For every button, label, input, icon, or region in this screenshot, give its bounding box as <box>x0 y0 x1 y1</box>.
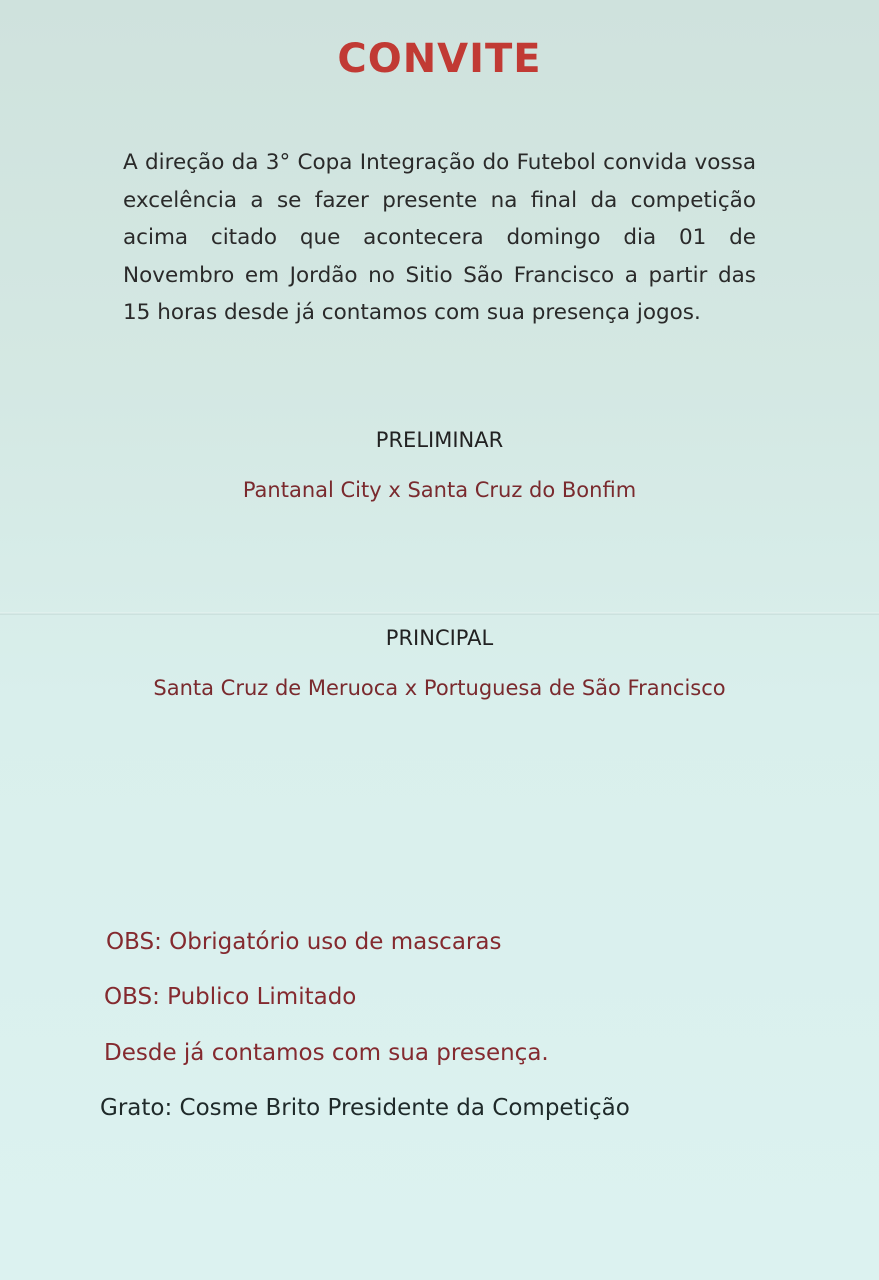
principal-heading: PRINCIPAL <box>385 626 494 650</box>
note-limited-public: OBS: Publico Limitado <box>104 984 357 1010</box>
preliminar-heading: PRELIMINAR <box>375 428 504 452</box>
note-presence: Desde já contamos com sua presença. <box>104 1040 549 1066</box>
invitation-title: CONVITE <box>337 36 542 82</box>
signature-line: Grato: Cosme Brito Presidente da Competição <box>100 1095 630 1121</box>
note-masks: OBS: Obrigatório uso de mascaras <box>106 929 502 955</box>
principal-match: Santa Cruz de Meruoca x Portuguesa de São Francisco <box>153 676 726 700</box>
invitation-body: A direção da 3° Copa Integração do Futebol convida vossa excelência a se fazer presente na final da competição acima citado que acontecera domingo dia 01 de Novembro em Jordão no Sitio São Francisco a partir das 15 horas desde já contamos com sua presença jogos. <box>123 150 756 325</box>
preliminar-match: Pantanal City x Santa Cruz do Bonfim <box>242 478 637 502</box>
paper-fold-line <box>0 612 879 615</box>
